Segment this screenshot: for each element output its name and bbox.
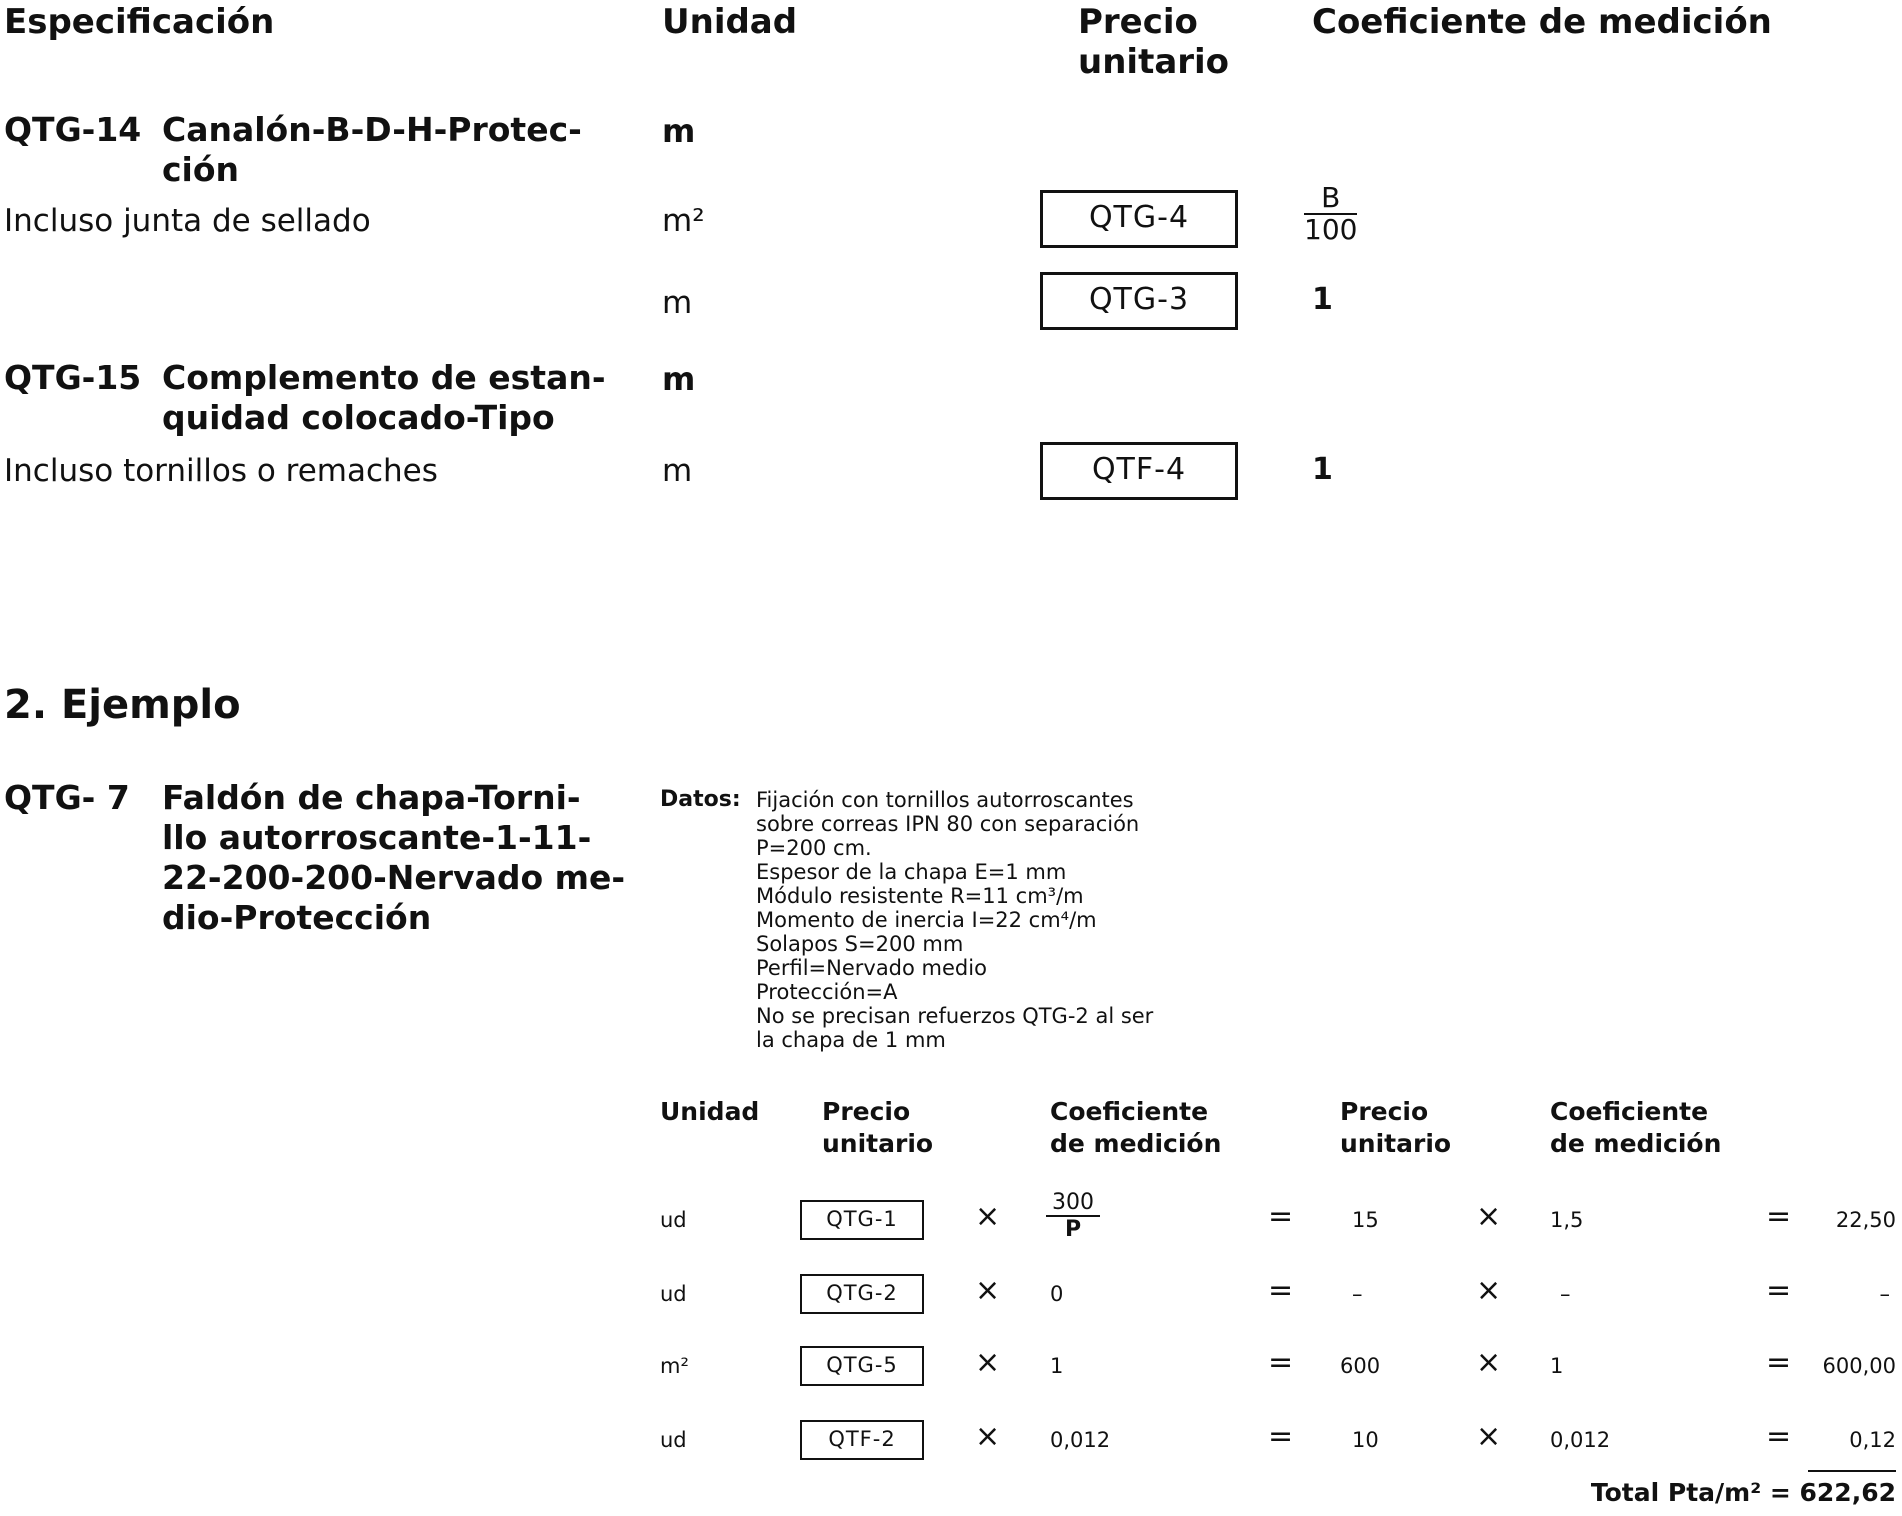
- coef-fraction: [1046, 1190, 1100, 1242]
- header-precio-line2: unitario: [1078, 42, 1230, 82]
- table-cell-result: –: [1879, 1282, 1890, 1306]
- section-heading: 2. Ejemplo: [4, 682, 241, 728]
- times-operator: ×: [975, 1419, 1001, 1454]
- item-code: QTG-15: [4, 358, 142, 397]
- price-ref-box: QTF-2: [800, 1420, 924, 1460]
- table-cell-coef2: 0,012: [1550, 1428, 1611, 1452]
- fraction-denominator: P: [1064, 1217, 1082, 1242]
- item-code: QTG-14: [4, 110, 142, 149]
- coef-value: 1: [1312, 282, 1333, 317]
- datos-line: Perfil=Nervado medio: [756, 956, 987, 980]
- table-cell-price: 10: [1352, 1428, 1379, 1452]
- datos-line: Módulo resistente R=11 cm³/m: [756, 884, 1084, 908]
- item-unit: m: [662, 112, 696, 150]
- item-qtg15-heading: [4, 358, 624, 438]
- table-header-coef2: Coeficiente: [1550, 1097, 1709, 1126]
- item-code: QTG- 7: [4, 778, 130, 817]
- price-ref-box: QTG-4: [1040, 190, 1238, 248]
- item-row-desc: Incluso tornillos o remaches: [4, 453, 438, 489]
- header-coeficiente: Coeficiente de medición: [1312, 2, 1772, 42]
- times-operator: ×: [975, 1345, 1001, 1380]
- table-header-precio2-l2: unitario: [1340, 1129, 1452, 1158]
- total-line: Total Pta/m² = 622,62: [1590, 1478, 1896, 1507]
- item-title-line: Complemento de estan-: [162, 358, 606, 397]
- datos-line: No se precisan refuerzos QTG-2 al ser: [756, 1004, 1154, 1028]
- datos-line: Protección=A: [756, 980, 898, 1004]
- equals-operator: =: [1268, 1419, 1294, 1454]
- times-operator: ×: [975, 1273, 1001, 1308]
- table-cell-unit: ud: [660, 1282, 687, 1306]
- table-cell-result: 22,50: [1835, 1208, 1896, 1232]
- table-header-precio2: Precio: [1340, 1097, 1429, 1126]
- datos-line: la chapa de 1 mm: [756, 1028, 946, 1052]
- datos-line: Solapos S=200 mm: [756, 932, 964, 956]
- table-header-coef2-l2: de medición: [1550, 1129, 1722, 1158]
- table-cell-price: –: [1352, 1282, 1363, 1306]
- table-cell-coef2: 1: [1550, 1354, 1564, 1378]
- example-item-heading: [4, 778, 624, 938]
- equals-operator: =: [1268, 1345, 1294, 1380]
- item-unit: m: [662, 360, 696, 398]
- table-header-unidad: Unidad: [660, 1097, 760, 1126]
- table-cell-price: 600: [1340, 1354, 1381, 1378]
- fraction-numerator: B: [1304, 183, 1357, 215]
- times-operator: ×: [1476, 1419, 1502, 1454]
- table-cell-unit: m²: [660, 1354, 689, 1378]
- table-header-precio1: Precio: [822, 1097, 911, 1126]
- sum-rule: [1808, 1470, 1896, 1472]
- equals-operator: =: [1766, 1273, 1792, 1308]
- header-precio-line1: Precio: [1078, 2, 1198, 42]
- item-title-line: 22-200-200-Nervado me-: [162, 858, 626, 897]
- price-ref-box: QTF-4: [1040, 442, 1238, 500]
- table-cell-coef2: –: [1560, 1282, 1571, 1306]
- item-row-unit: m: [662, 285, 693, 321]
- item-qtg14-heading: [4, 110, 624, 190]
- header-unidad: Unidad: [662, 2, 798, 42]
- table-header-precio1-l2: unitario: [822, 1129, 934, 1158]
- equals-operator: =: [1766, 1345, 1792, 1380]
- table-cell-result: 600,00: [1822, 1354, 1896, 1378]
- header-especificacion: Especificación: [4, 2, 275, 42]
- datos-label: Datos:: [660, 787, 741, 812]
- times-operator: ×: [1476, 1345, 1502, 1380]
- table-cell-coef2: 1,5: [1550, 1208, 1584, 1232]
- table-cell-coef: 0,012: [1050, 1428, 1111, 1452]
- item-title-line: dio-Protección: [162, 898, 432, 937]
- datos-line: P=200 cm.: [756, 836, 872, 860]
- price-ref-box: QTG-1: [800, 1200, 924, 1240]
- times-operator: ×: [1476, 1199, 1502, 1234]
- item-row-unit: m: [662, 453, 693, 489]
- item-title-line: ción: [162, 150, 240, 189]
- table-cell-coef: 0: [1050, 1282, 1064, 1306]
- datos-line: sobre correas IPN 80 con separación: [756, 812, 1140, 836]
- item-title-line: quidad colocado-Tipo: [162, 398, 555, 437]
- equals-operator: =: [1766, 1199, 1792, 1234]
- item-title-line: Faldón de chapa-Torni-: [162, 778, 581, 817]
- item-title-line: Canalón-B-D-H-Protec-: [162, 110, 582, 149]
- price-ref-box: QTG-3: [1040, 272, 1238, 330]
- table-cell-unit: ud: [660, 1428, 687, 1452]
- table-cell-result: 0,12: [1849, 1428, 1896, 1452]
- datos-line: Momento de inercia I=22 cm⁴/m: [756, 908, 1097, 932]
- table-header-coef1-l2: de medición: [1050, 1129, 1222, 1158]
- datos-line: Espesor de la chapa E=1 mm: [756, 860, 1067, 884]
- price-ref-box: QTG-2: [800, 1274, 924, 1314]
- coef-value: 1: [1312, 452, 1333, 487]
- datos-line: Fijación con tornillos autorroscantes: [756, 788, 1134, 812]
- equals-operator: =: [1268, 1199, 1294, 1234]
- item-row-desc: Incluso junta de sellado: [4, 203, 371, 239]
- item-row-unit: m²: [662, 203, 705, 239]
- table-header-coef1: Coeficiente: [1050, 1097, 1209, 1126]
- table-cell-unit: ud: [660, 1208, 687, 1232]
- item-title-line: llo autorroscante-1-11-: [162, 818, 592, 857]
- equals-operator: =: [1766, 1419, 1792, 1454]
- fraction-numerator: 300: [1046, 1190, 1100, 1217]
- times-operator: ×: [975, 1199, 1001, 1234]
- times-operator: ×: [1476, 1273, 1502, 1308]
- coef-fraction: [1304, 183, 1357, 245]
- equals-operator: =: [1268, 1273, 1294, 1308]
- fraction-denominator: 100: [1304, 213, 1358, 246]
- price-ref-box: QTG-5: [800, 1346, 924, 1386]
- table-cell-price: 15: [1352, 1208, 1379, 1232]
- table-cell-coef: 1: [1050, 1354, 1064, 1378]
